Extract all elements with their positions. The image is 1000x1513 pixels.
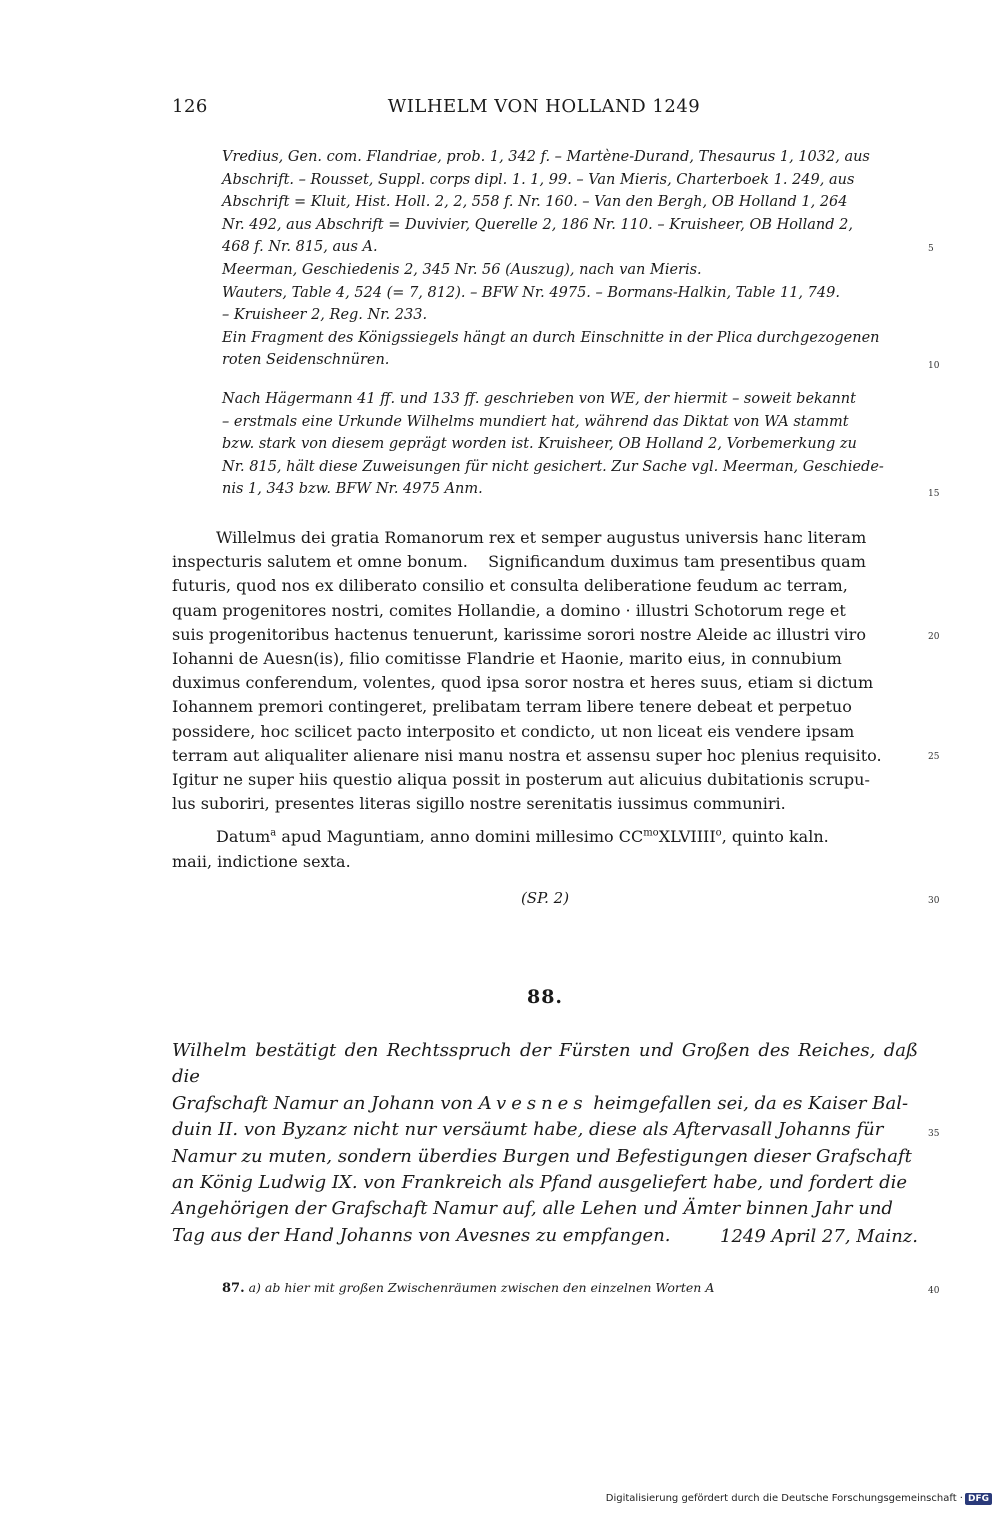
regest-summary — [172, 1038, 918, 1249]
dateline: 1249 April 27, Mainz. — [720, 1226, 918, 1247]
charter-line: quam progenitores nostri, comites Hollandie, a domino · illustri Schotorum rege et — [172, 600, 846, 620]
footnote-marker: a — [270, 828, 277, 840]
source-line: roten Seidenschnüren. — [222, 352, 390, 369]
charter-line: Igitur ne super hiis questio aliqua possit in posterum aut alicuius dubitationis scrupu- — [172, 770, 870, 790]
datum-text: apud Maguntiam, anno domini millesimo CC — [276, 827, 644, 847]
line-number: 30 — [928, 896, 940, 906]
dfg-logo: DFG — [965, 1493, 992, 1505]
footnote — [222, 1280, 918, 1296]
source-line: Vredius, Gen. com. Flandriae, prob. 1, 342 f. – Martène-Durand, Thesaurus 1, 1032, aus — [222, 149, 870, 165]
datum-text: , quinto kaln. — [721, 827, 829, 847]
notes-block — [222, 388, 918, 501]
regest-line: Angehörigen der Grafschaft Namur auf, alle Lehen und Ämter binnen Jahr und — [172, 1198, 893, 1220]
source-line: Ein Fragment des Königssiegels hängt an durch Einschnitte in der Plica durchgezogenen — [222, 329, 880, 346]
charter-line: duximus conferendum, volentes, quod ipsa soror nostra et heres suus, etiam si dictum — [172, 673, 874, 693]
regest-line: Namur zu muten, sondern überdies Burgen und Befestigungen dieser Grafschaft — [172, 1145, 912, 1167]
charter-paragraph — [172, 526, 918, 816]
charter-line: Willelmus dei gratia Romanorum rex et semper augustus universis hanc literam — [216, 528, 867, 547]
charter-line: terram aut aliqualiter alienare nisi manu nostra et assensu super hoc plenius requisito. — [172, 745, 882, 765]
datum-line: maii, indictione sexta. — [172, 851, 351, 871]
source-line: – Kruisheer 2, Reg. Nr. 233. — [222, 307, 428, 324]
charter-line: Iohanni de Auesn(is), filio comitisse Flandrie et Haonie, marito eius, in connubium — [172, 649, 842, 669]
charter-text — [172, 526, 918, 874]
regest-text: heimgefallen sei, da es Kaiser Bal- — [587, 1092, 909, 1114]
sources-block — [222, 146, 918, 372]
ordinal-marker: o — [715, 828, 722, 840]
source-line: Abschrift = Kluit, Hist. Holl. 2, 2, 558 f. Nr. 160. – Van den Bergh, OB Holland 1, 264 — [222, 194, 848, 211]
datum-word: Datum — [216, 827, 271, 847]
charter-line: inspecturis salutem et omne bonum. Significandum duximus tam presentibus quam — [172, 552, 866, 572]
line-number: 35 — [928, 1129, 940, 1139]
footnote-text: a) ab hier mit großen Zwischenräumen zwischen den einzelnen Worten A — [244, 1280, 715, 1295]
footnote-number: 87. — [222, 1281, 245, 1296]
note-line: bzw. stark von diesem geprägt worden ist. Kruisheer, OB Holland 2, Vorbemerkung zu — [222, 436, 857, 453]
datum-text: XLVIIII — [658, 827, 716, 847]
source-line: Wauters, Table 4, 524 (= 7, 812). – BFW Nr. 4975. – Bormans-Halkin, Table 11, 749. — [222, 284, 840, 301]
regest-line: an König Ludwig IX. von Frankreich als Pfand ausgeliefert habe, und fordert die — [172, 1172, 908, 1194]
footer-text: Digitalisierung gefördert durch die Deutsche Forschungsgemeinschaft · — [605, 1493, 963, 1504]
document-number: 88. — [526, 986, 564, 1008]
charter-line: possidere, hoc scilicet pacto interposito et condicto, ut non liceat eis vendere ipsam — [172, 721, 855, 741]
regest-line: duin II. von Byzanz nicht nur versäumt habe, diese als Aftervasall Johanns für — [172, 1119, 884, 1141]
regest-line: Wilhelm bestätigt den Rechtsspruch der Fürsten und Großen des Reiches, daß die — [172, 1040, 918, 1088]
charter-line: Iohannem premori contingeret, prelibatam terram libere tenere debeat et perpetuo — [172, 697, 852, 717]
charter-line: suis progenitoribus hactenus tenuerunt, karissime sorori nostre Aleide ac illustri viro — [172, 624, 866, 644]
datum-line — [172, 825, 918, 849]
source-line: Abschrift. – Rousset, Suppl. corps dipl. 1. 1, 99. – Van Mieris, Charterboek 1. 249, aus — [222, 171, 855, 188]
source-line: 468 f. Nr. 815, aus A. — [222, 239, 378, 256]
note-line: Nach Hägermann 41 ff. und 133 ff. geschrieben von WE, der hiermit – soweit bekannt — [222, 391, 856, 407]
funding-footer — [600, 1493, 992, 1509]
source-line: Meerman, Geschiedenis 2, 345 Nr. 56 (Auszug), nach van Mieris. — [222, 261, 702, 278]
charter-line: futuris, quod nos ex diliberato consilio et consulta deliberatione feudum ac terram, — [172, 576, 848, 596]
running-title: WILHELM VON HOLLAND 1249 — [387, 96, 701, 117]
seal-position: (SP. 2) — [520, 889, 570, 907]
note-line: Nr. 815, hält diese Zuweisungen für nicht gesichert. Zur Sache vgl. Meerman, Geschiede- — [222, 458, 884, 475]
page-number: 126 — [172, 96, 208, 117]
source-line: Nr. 492, aus Abschrift = Duvivier, Querelle 2, 186 Nr. 110. – Kruisheer, OB Holland 2, — [222, 216, 853, 233]
regest-line — [172, 1091, 918, 1117]
page-header — [172, 96, 916, 122]
line-number: 10 — [928, 361, 940, 371]
line-number: 40 — [928, 1286, 940, 1296]
datum-paragraph — [172, 825, 918, 873]
line-number: 20 — [928, 632, 940, 642]
ordinal-marker: mo — [643, 828, 659, 840]
spaced-name: Avesnes — [478, 1092, 588, 1114]
line-number: 5 — [928, 244, 934, 254]
regest-text: Grafschaft Namur an Johann von — [172, 1092, 479, 1114]
note-line: – erstmals eine Urkunde Wilhelms mundiert hat, während das Diktat von WA stammt — [222, 413, 849, 430]
regest-line: Tag aus der Hand Johanns von Avesnes zu empfangen. — [172, 1224, 671, 1246]
line-number: 25 — [928, 752, 940, 762]
charter-line: lus suboriri, presentes literas sigillo nostre serenitatis iussimus communiri. — [172, 794, 786, 814]
line-number: 15 — [928, 489, 940, 499]
note-line: nis 1, 343 bzw. BFW Nr. 4975 Anm. — [222, 481, 483, 498]
